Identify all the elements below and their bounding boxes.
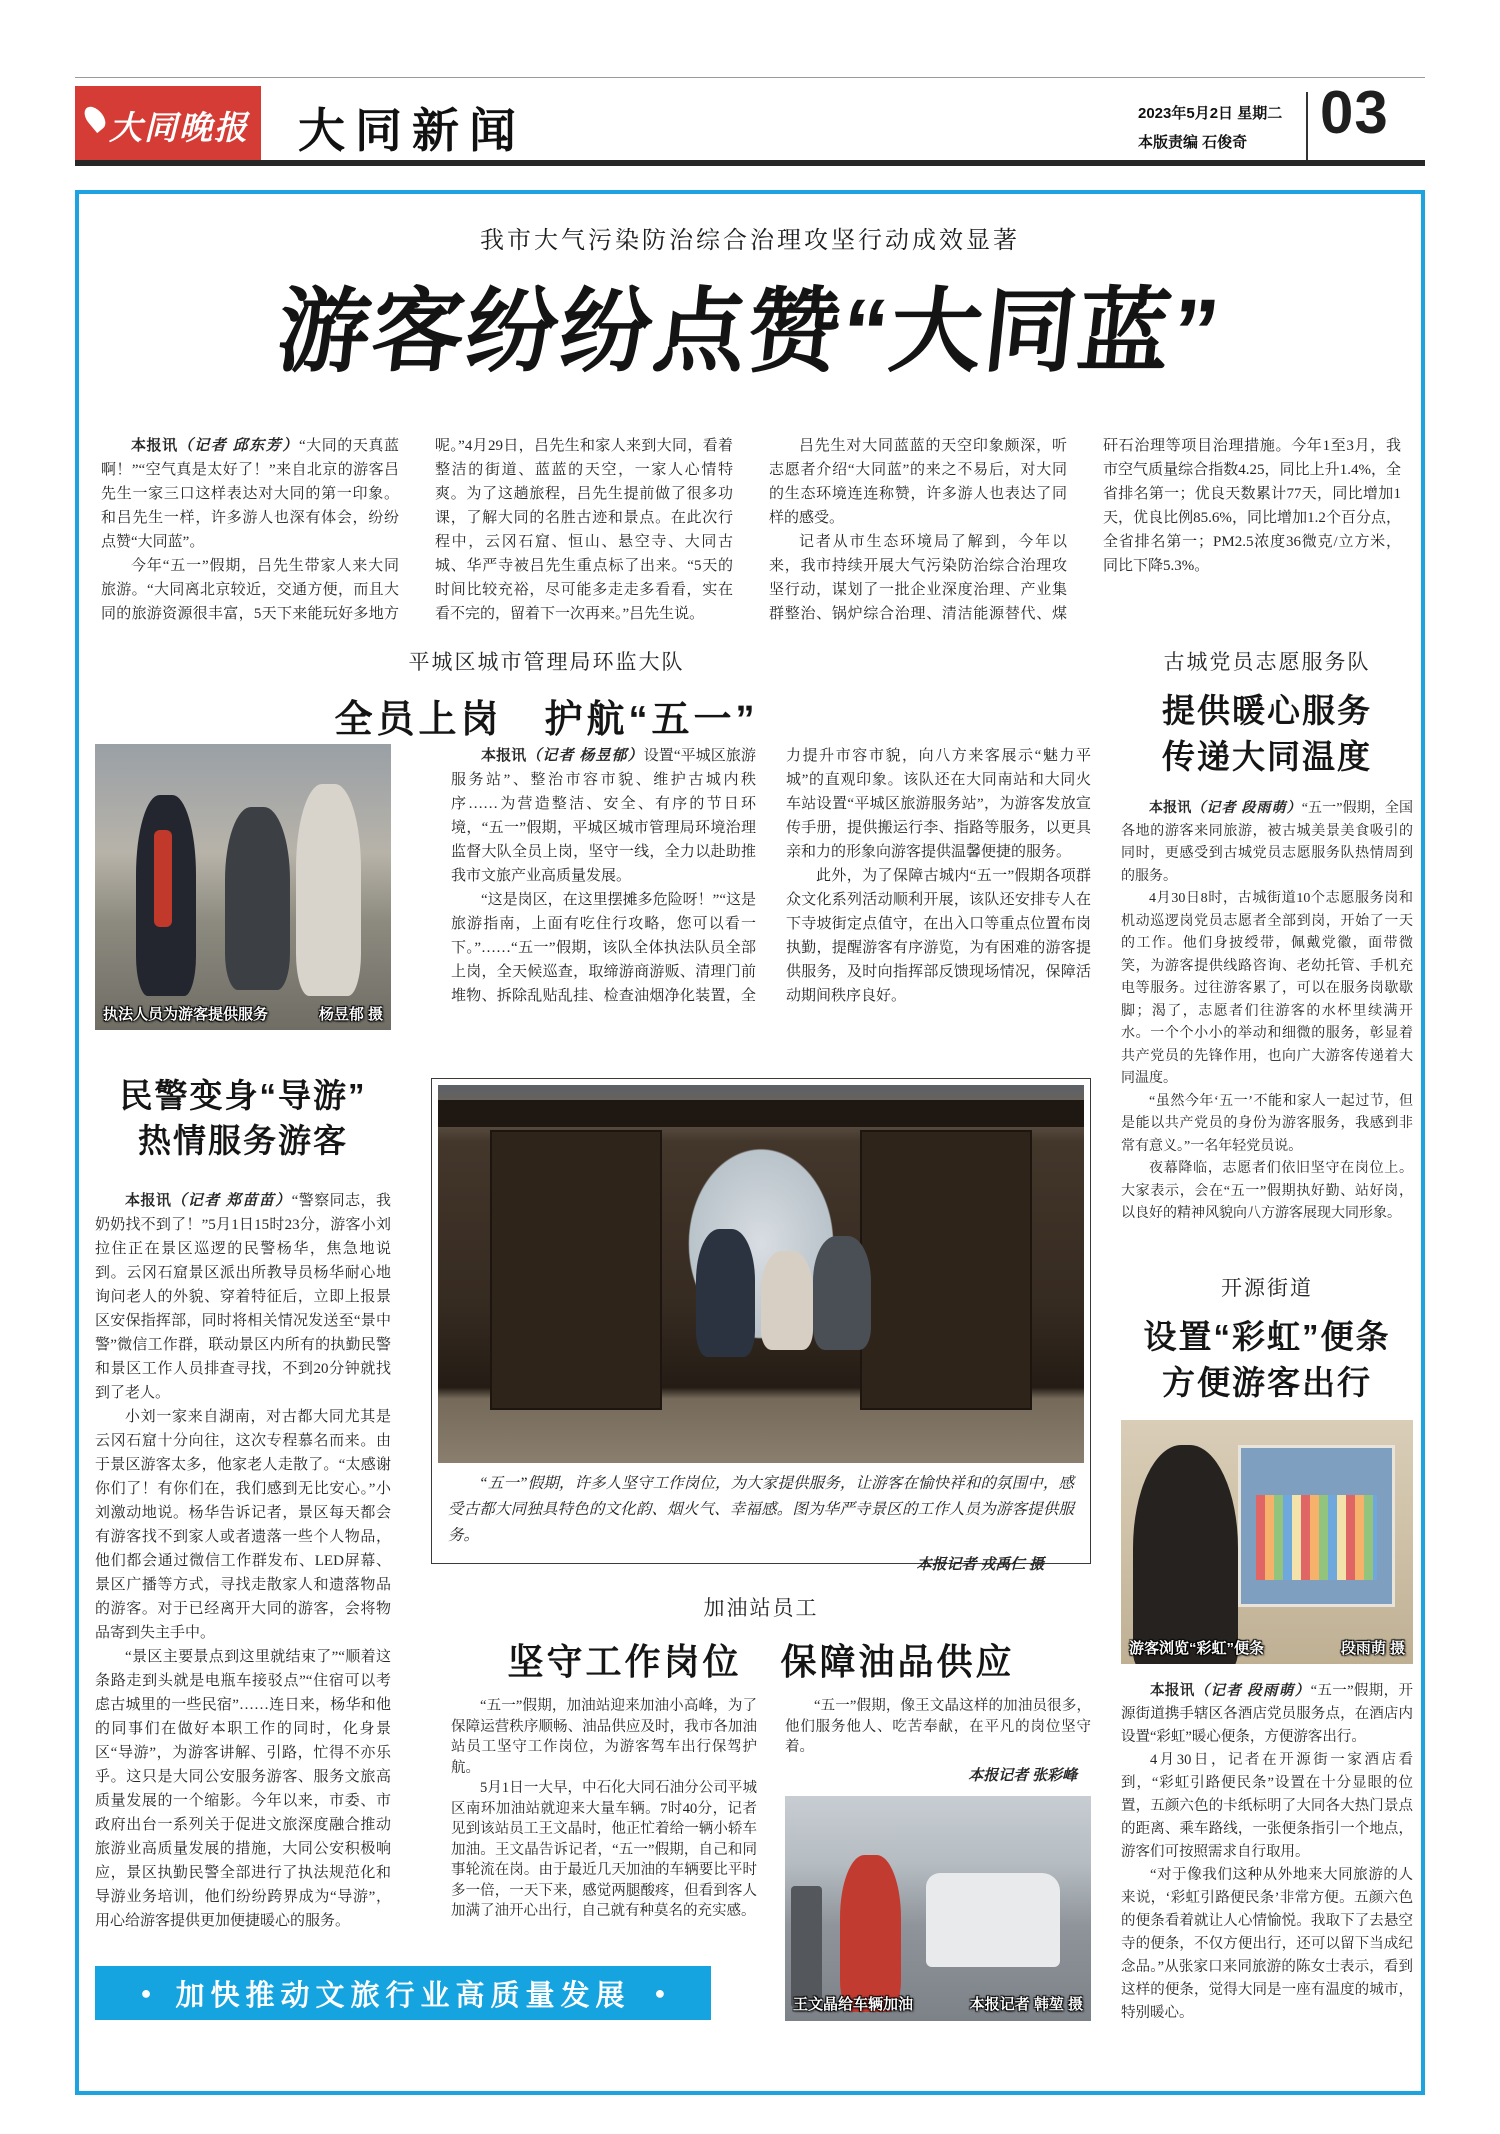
gas-headline: 坚守工作岗位 保障油品供应 <box>507 1641 1015 1682</box>
gate-photo <box>438 1085 1084 1463</box>
volunteers-headline: 提供暖心服务 传递大同温度 <box>1162 692 1372 776</box>
editor-line: 本版责编 石俊奇 <box>1138 134 1248 152</box>
content-frame <box>75 190 1425 2095</box>
lead-kicker: 我市大气污染防治综合治理攻坚行动成效显著 <box>480 228 1020 254</box>
gate-photo-caption: “五一”假期，许多人坚守工作岗位，为大家提供服务，让游客在愉快祥和的氛围中，感受古都大同独具特色的文化韵、烟火气、幸福感。图为华严寺景区的工作人员为游客提供服务。 <box>448 1475 1074 1545</box>
gas-column-2 <box>785 1696 1091 2021</box>
gas-photo <box>785 1796 1091 2021</box>
photo-gate-door <box>490 1130 662 1410</box>
gas-article-header <box>431 1592 1091 1685</box>
photo-rainbow-notes <box>1256 1495 1377 1581</box>
lead-paragraph: 今年“五一”假期，吕先生带家人来大同旅游。“大同离北京较近，交通方便，而且大同的旅游资源很丰富，5天下来能玩好多地方呢。”4月29日，吕先生和家人来到大同，看着整洁的街道、蓝蓝的天空，一家人心情特爽。为了这趟旅程，吕先生提前做了很多功课，了解大同的名胜古迹和景点。在此次行程中，云冈石窟、恒山、悬空寺、大同古城、华严寺被吕先生重点标了出来。“5天的时间比较充裕，尽可能多走走多看看，实在看不完的，留着下一次再来。”吕先生说。 <box>101 438 733 622</box>
city-patrol-header <box>79 646 1014 743</box>
paragraph: 4月30日，记者在开源街一家酒店看到，“彩虹引路便民条”设置在十分显眼的位置，五颜六色的卡纸标明了大同各大热门景点的距离、乘车路线，一张便条指引一个地点，游客们可按照需求自行取用。 <box>1121 1752 1413 1861</box>
rainbow-body <box>1121 1680 1413 2092</box>
photo-figure <box>1133 1445 1238 1665</box>
slogan-banner <box>95 1966 711 2020</box>
photo-notes-board <box>1238 1445 1396 1607</box>
header-divider <box>1306 92 1308 160</box>
photo-gate-beam <box>438 1100 1084 1126</box>
date-line: 2023年5月2日 星期二 <box>1138 105 1283 122</box>
volunteers-body <box>1121 798 1413 1250</box>
paragraph: “这是岗区，在这里摆摊多危险呀！”“这是旅游指南，上面有吃住行攻略，您可以看一下。”……“五一”假期，该队全体执法队员全部上岗，全天候巡查，取缔游商游贩、清理门前堆物、拆除乱贴乱挂、检查油烟净化装置，全力提升市容市貌，向八方来客展示“魅力平城”的直观印象。该队还在大同南站和大同火车站设置“平城区旅游服务站”，为游客发放宣传手册，提供搬运行李、指路等服务，以更具亲和力的形象向游客提供温馨便捷的服务。 <box>451 748 1091 1004</box>
lead-article-body <box>101 434 1401 662</box>
paragraph: 本报讯（记者 杨昱郁）设置“平城区旅游服务站”、整治市容市貌、维护古城内秩序……为营造整洁、安全、有序的节日环境，“五一”假期，平城区城市管理局环境治理监督大队全员上岗，坚守一线，全力以赴助推我市文旅产业高质量发展。 <box>451 748 756 884</box>
paragraph: 5月1日一大早，中石化大同石油分公司平城区南环加油站就迎来大量车辆。7时40分，记者见到该站员工王文晶时，他正忙着给一辆小轿车加油。王文晶告诉记者，“五一”假期，自己和同事轮流在岗。由于最近几天加油的车辆要比平时多一倍，一天下来，感觉两腿酸疼，但看到客人加满了油开心出行，自己就有种莫名的充实感。 <box>451 1780 757 1919</box>
paragraph: 此外，为了保障古城内“五一”假期各项群众文化系列活动顺利开展，该队还安排专人在下寺坡街定点值守，在出入口等重点位置布岗执勤，提醒游客有序游览，为有困难的游客提供服务，及时向指挥部反馈现场情况，保障活动期间秩序良好。 <box>786 868 1091 1004</box>
photo-credit: 本报记者 韩堃 摄 <box>969 1995 1083 2013</box>
photo-caption: 执法人员为游客提供服务 <box>103 1006 269 1023</box>
gas-kicker: 加油站员工 <box>703 1596 819 1620</box>
photo-figure <box>840 1855 901 2013</box>
photo-figure <box>296 784 361 996</box>
photo-figure <box>813 1236 871 1349</box>
city-patrol-headline: 全员上岗 护航“五一” <box>334 699 759 741</box>
lead-paragraph: 本报讯（记者 邱东芳）“大同的天真蓝啊！”“空气真是太好了！”来自北京的游客吕先生一家三口这样表达对大同的第一印象。和吕先生一样，许多游人也深有体会，纷纷点赞“大同蓝”。 <box>101 438 399 550</box>
photo-caption: 王文晶给车辆加油 <box>793 1995 914 2013</box>
police-article <box>95 1074 391 1947</box>
masthead-title: 大同晚报 <box>109 110 249 147</box>
issue-info <box>1138 99 1282 158</box>
lead-paragraph: 记者从市生态环境局了解到，今年以来，我市持续开展大气污染防治综合治理攻坚行动，谋划了一批企业深度治理、产业集群整治、锅炉综合治理、清洁能源替代、煤矸石治理等项目治理措施。今年1至3月，我市空气质量综合指数4.25，同比上升1.4%，全省排名第一；优良天数累计77天，同比增加1天，优良比例85.6%，同比增加1.2个百分点，全省排名第一；PM2.5浓度36微克/立方米，同比下降5.3%。 <box>769 438 1401 622</box>
rainbow-photo <box>1121 1420 1413 1664</box>
rainbow-article <box>1121 1272 1413 2092</box>
reporter-name: （记者 郑苗苗） <box>171 1193 292 1210</box>
police-headline: 民警变身“导游” 热情服务游客 <box>119 1077 367 1159</box>
photo-gate-door <box>860 1130 1032 1410</box>
gate-photo-box <box>431 1078 1091 1574</box>
reporter-name: （记者 段雨萌） <box>1194 1683 1311 1700</box>
police-body <box>95 1189 391 1947</box>
paragraph: “虽然今年‘五一’不能和家人一起过节，但是能以共产党员的身份为游客服务，我感到非常有意义。”一名年轻党员说。 <box>1121 1093 1413 1154</box>
city-patrol-body <box>451 744 1091 1069</box>
paragraph: “对于像我们这种从外地来大同旅游的人来说，‘彩虹引路便民条’非常方便。五颜六色的便条看着就让人心情愉悦。我取下了去悬空寺的便条，不仅方便出行，还可以留下当成纪念品。”从张家口来同旅游的陈女士表示，看到这样的便条，觉得大同是一座有温度的城市，特别暖心。 <box>1121 1867 1413 2022</box>
volunteers-article <box>1121 646 1413 1250</box>
paragraph: 本报讯（记者 郑苗苗）“警察同志，我奶奶找不到了！”5月1日15时23分，游客小刘拉住正在景区巡逻的民警杨华，焦急地说到。云冈石窟景区派出所教导员杨华耐心地询问老人的外貌、穿着特征后，立即上报景区安保指挥部，同时将相关情况发送至“景中警”微信工作群，联动景区内所有的执勤民警和景区工作人员排查寻找，不到20分钟就找到了老人。 <box>95 1193 391 1402</box>
page-number: 03 <box>1320 79 1389 146</box>
gate-photo-credit: 本报记者 戎禹仁 摄 <box>916 1557 1044 1574</box>
paragraph: “五一”假期，像王文晶这样的加油员很多，他们服务他人、吃苦奉献，在平凡的岗位坚守着。 <box>785 1698 1091 1755</box>
banner-dot-icon: ● <box>140 1982 152 2003</box>
reporter-name: （记者 段雨萌） <box>1191 801 1302 817</box>
photo-figure <box>696 1229 754 1358</box>
photo-fuel-pump <box>791 1886 822 2008</box>
photo-credit: 段雨萌 摄 <box>1340 1640 1405 1658</box>
paragraph: 4月30日8时，古城街道10个志愿服务岗和机动巡逻岗党员志愿者全部到岗，开始了一天的工作。他们身披绶带，佩戴党徽，面带微笑，为游客提供线路咨询、老幼托管、手机充电等服务。过往游客累了，可以在服务岗歇歇脚；渴了，志愿者们往游客的水杯里续满开水。一个个小小的举动和细微的服务，彰显着共产党员的先锋作用，也向广大游客传递着大同温度。 <box>1121 891 1413 1087</box>
photo-car <box>926 1873 1061 1968</box>
top-hairline <box>75 77 1425 78</box>
banner-text: 加快推动文旅行业高质量发展 <box>175 1979 631 2012</box>
paragraph: 夜幕降临，志愿者们依旧坚守在岗位上。大家表示，会在“五一”假期执好勤、站好岗，以良好的精神风貌向八方游客展现大同形象。 <box>1121 1161 1413 1222</box>
photo-figure <box>225 807 290 990</box>
paragraph: 小刘一家来自湖南，对古都大同尤其是云冈石窟十分向往，这次专程慕名而来。由于景区游客太多，他家老人走散了。“太感谢你们了！有你们在，我们感到无比安心。”小刘激动地说。杨华告诉记者，景区每天都会有游客找不到家人或者遗落一些个人物品，他们都会通过微信工作群发布、LED屏幕、景区广播等方式，寻找走散家人和遗落物品的游客。对于已经离开大同的游客，会将物品寄到失主手中。 <box>95 1409 391 1642</box>
photo-caption: 游客浏览“彩虹”便条 <box>1129 1640 1265 1658</box>
paragraph: 本报讯（记者 段雨萌）“五一”假期，开源街道携手辖区各酒店党员服务点，在酒店内设置“彩虹”暖心便条，方便游客出行。 <box>1121 1683 1413 1746</box>
photo-credit: 杨昱郁 摄 <box>318 1006 383 1023</box>
masthead-logo <box>75 86 261 164</box>
photo-figure <box>154 830 172 927</box>
rainbow-headline: 设置“彩虹”便条 方便游客出行 <box>1143 1318 1391 1402</box>
lead-paragraph: 吕先生对大同蓝蓝的天空印象颇深，听志愿者介绍“大同蓝”的来之不易后，对大同的生态环境连连称赞，许多游人也表达了同样的感受。 <box>769 438 1067 526</box>
paragraph: 本报讯（记者 段雨萌）“五一”假期，全国各地的游客来同旅游，被古城美景美食吸引的同时，更感受到古城党员志愿服务队热情周到的服务。 <box>1121 801 1413 884</box>
banner-dot-icon: ● <box>654 1982 666 2003</box>
photo-figure <box>761 1251 813 1349</box>
lead-headline: 游客纷纷点赞“大同蓝” <box>272 281 1226 383</box>
reporter-name: （记者 杨昱郁） <box>526 748 644 764</box>
paragraph: “景区主要景点到这里就结束了”“顺着这条路走到头就是电瓶车接驳点”“住宿可以考虑古城里的一些民宿”……连日来，杨华和他的同事们在做好本职工作的同时，化身景区“导游”，为游客讲解、引路，忙得不亦乐乎。这只是大同公安服务游客、服务文旅高质量发展的一个缩影。今年以来，市委、市政府出台一系列关于促进文旅深度融合推动旅游业高质量发展的措施，大同公安积极响应，景区执勤民警全部进行了执法规范化和导游业务培训，他们纷纷跨界成为“导游”，用心给游客提供更加便捷暖心的服务。 <box>95 1649 391 1930</box>
header-rule <box>75 160 1425 166</box>
byline: 本报记者 张彩峰 <box>968 1767 1077 1784</box>
rainbow-kicker: 开源街道 <box>1221 1276 1313 1300</box>
paragraph: “五一”假期，加油站迎来加油小高峰，为了保障运营秩序顺畅、油品供应及时，我市各加油站员工坚守工作岗位，为游客驾车出行保驾护航。 <box>451 1698 757 1776</box>
flame-icon <box>81 103 110 133</box>
volunteers-kicker: 古城党员志愿服务队 <box>1163 650 1371 674</box>
city-patrol-kicker: 平城区城市管理局环监大队 <box>408 650 685 674</box>
page-title: 大同新闻 <box>298 106 526 158</box>
reporter-name: （记者 邱东芳） <box>177 438 299 454</box>
patrol-photo <box>95 744 391 1030</box>
